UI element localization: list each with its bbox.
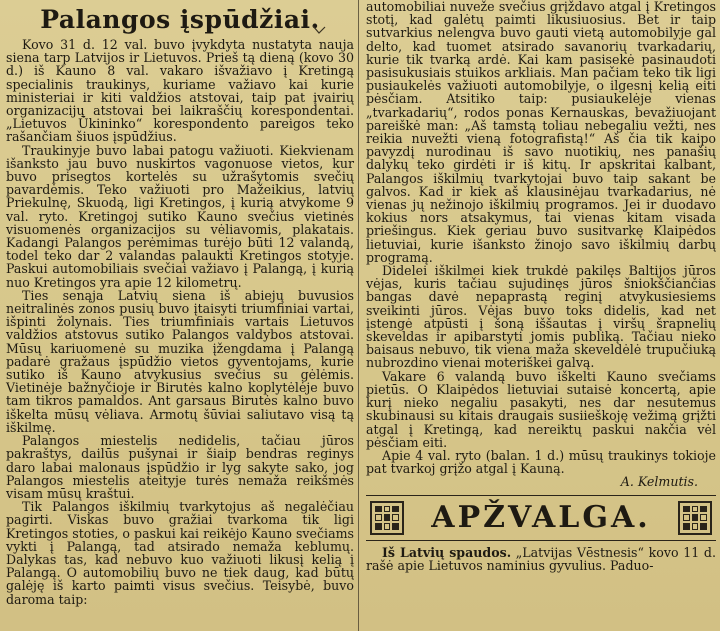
article-paragraph: Palangos miestelis nedidelis, tačiau jūros pakraštys, dailūs pušynai ir šiaip bendras reginys daro labai malonaus įspūdžio ir lyg sakyte sako, jog Palangos miestelis ateityje turės nemaža reikšmės visam mūsų kraštui. bbox=[6, 433, 354, 501]
section-banner bbox=[366, 495, 716, 541]
article-paragraph: Didelei iškilmei kiek trukdė pakilęs Baltijos jūros vėjas, kuris tačiau sujudinęs jūros šniokščiančias bangas davė nepaprastą reginį atvykusiesiems sveikinti jūros. Vėjas buvo toks didelis, kad net įstengė atpūsti į šoną iššautas į viršų šrapnelių skeveldas ir apibarstyti jomis publiką. Tačiau nieko baisaus nebuvo, tik viena maža skeveldėlė trupučiuką nubrozdino vienai moteriškei galvą. bbox=[366, 263, 716, 371]
article-paragraph: Ties senąja Latvių siena iš abiejų buvusios neitralinės zonos pusių buvo įtaisyti triumfiniai vartai, išpinti žolynais. Ties triumfiniais vartais Lietuvos valdžios atstovus sutiko Palangos valdybos atstovai. Mūsų kariuomenė su muzika įžengdama į Palangą padarė gražaus įspūdžio vietos gyventojams, kurie sutiko iš Kauno atvykusius svečius su gėlėmis. Vietinėje bažnyčioje ir Birutės kalno koplytėlėje buvo tam tikros pamaldos. Ant garsaus Birutės kalno buvo iškelta mūsų vėliava. Armotų šūviai saliutavo visą tą iškilmę. bbox=[6, 287, 354, 435]
pen-mark-icon bbox=[312, 24, 326, 36]
article-paragraph: Kovo 31 d. 12 val. buvo įvykdyta nustatyta nauja siena tarp Latvijos ir Lietuvos. Prieš tą dieną (kovo 30 d.) iš Kauno 8 val. vakaro išvažiavo į Kretingą specialinis traukinys, kuriame važiavo kai kurie ministeriai ir kiti valdžios atstovai, taip pat įvairių organizacijų atstovai bei laikraščių korespondentai. „Lietuvos Ūkininko“ korespondento pareigos teko rašančiam šiuos įspūdžius. bbox=[6, 37, 354, 145]
section-lead-heading: Iš Latvių spaudos. bbox=[382, 544, 512, 560]
square-ornament-icon bbox=[678, 501, 712, 535]
square-ornament-icon bbox=[370, 501, 404, 535]
article-paragraph: Traukinyje buvo labai patogu važiuoti. Kiekvienam išanksto jau buvo nuskirtos vagonuose vietos, kur buvo prisegtos kortelės su užrašytomis svečių pavardėmis. Teko važiuoti pro Mažeikius, latvių Priekulnę, Skuodą, ligi Kretingos, į kurią atvykome 9 val. ryto. Kretingoj sutiko Kauno svečius vietinės visuomenės organizacijos su vėliavomis, plakatais. Kadangi Palangos perėmimas turėjo būti 12 valandą, todel teko dar 2 valandas palaukti Kretingos stotyje. Paskui automobiliais svečiai važiavo į Palangą, į kurią nuo Kretingos yra apie 12 kilometrų. bbox=[6, 142, 354, 290]
section-title: APŽVALGA. bbox=[431, 499, 651, 535]
article-paragraph: automobiliai nuveže svečius grįždavo atgal į Kretingos stotį, kad galėtų paimti likusiuosius. Bet ir taip sutvarkius nelengva buvo gauti vietą automobilyje gal delto, kad tuomet atsirado savanorių tvarkadarių, kurie tik tvarką ardė. Kai kam pasisekė pasinaudoti pasisukusiais stuikos arkliais. Man pačiam teko tik ligi pusiaukelės važiuoti automobilyje, o ilgesnį kelią eiti pėsčiam. Atsitiko taip: pusiaukelėje vienas „tvarkadarių“, rodos ponas Kernauskas, bevažiuojant pareiškė man: „Aš tamstą toliau nebegaliu vežti, nes reikia nuvežti vieną fotografistą!“ Aš čia tik kaipo pavyzdį nurodinau iš savo nuotikių, nes panašių dalykų teko girdėti ir iš kitų. Ir apskritai kalbant, Palangos iškilmių tvarkytojai buvo taip sakant be galvos. Kad ir kiek aš klausinėjau tvarkadarius, nė vienas jų nežinojo iškilmių programos. Jei ir duodavo kokius nors atsakymus, tai vienas kitam visada priešingus. Kiek geriau buvo susitvarkę Klaipėdos lietuviai, kurie išanksto žinojo savo iškilmių darbų programą. bbox=[366, 0, 716, 265]
article-signature: A. Kelmutis. bbox=[620, 474, 698, 490]
section-lead-text: „Latvijas Vēstnesis“ kovo 11 d. rašė apie Lietuvos naminius gyvulius. Paduo- bbox=[366, 544, 716, 573]
column-divider bbox=[358, 0, 359, 631]
article-paragraph: Apie 4 val. ryto (balan. 1 d.) mūsų traukinys tokioje pat tvarkoj grįžo atgal į Kauną. bbox=[366, 447, 716, 477]
article-title: Palangos įspūdžiai. bbox=[40, 5, 320, 34]
right-column bbox=[360, 0, 720, 631]
article-paragraph: Vakare 6 valandą buvo iškelti Kauno svečiams pietūs. O Klaipėdos lietuviai sutaisė koncertą, apie kurį nieko negaliu pasakyti, nes dar nesutemus skubinausi su kitais draugais susiieškoję vežimą grįžti atgal į Kretingą, kad nereiktų paskui nakčia vėl pėsčiam eiti. bbox=[366, 368, 716, 450]
article-paragraph: Tik Palangos iškilmių tvarkytojus aš negalėčiau pagirti. Viskas buvo gražiai tvarkoma tik ligi Kretingos stoties, o paskui kai reikėjo Kauno svečiams vykti į Palangą, tad atsirado nemaža keblumų. Dalykas tas, kad nebuvo kuo važiuoti likusį kelią į Palangą. O automobilių buvo ne tiek daug, kad būtų galėję iš karto paimti visus svečius. Teisybė, buvo daroma taip: bbox=[6, 499, 354, 607]
section-lead-paragraph bbox=[366, 546, 716, 572]
